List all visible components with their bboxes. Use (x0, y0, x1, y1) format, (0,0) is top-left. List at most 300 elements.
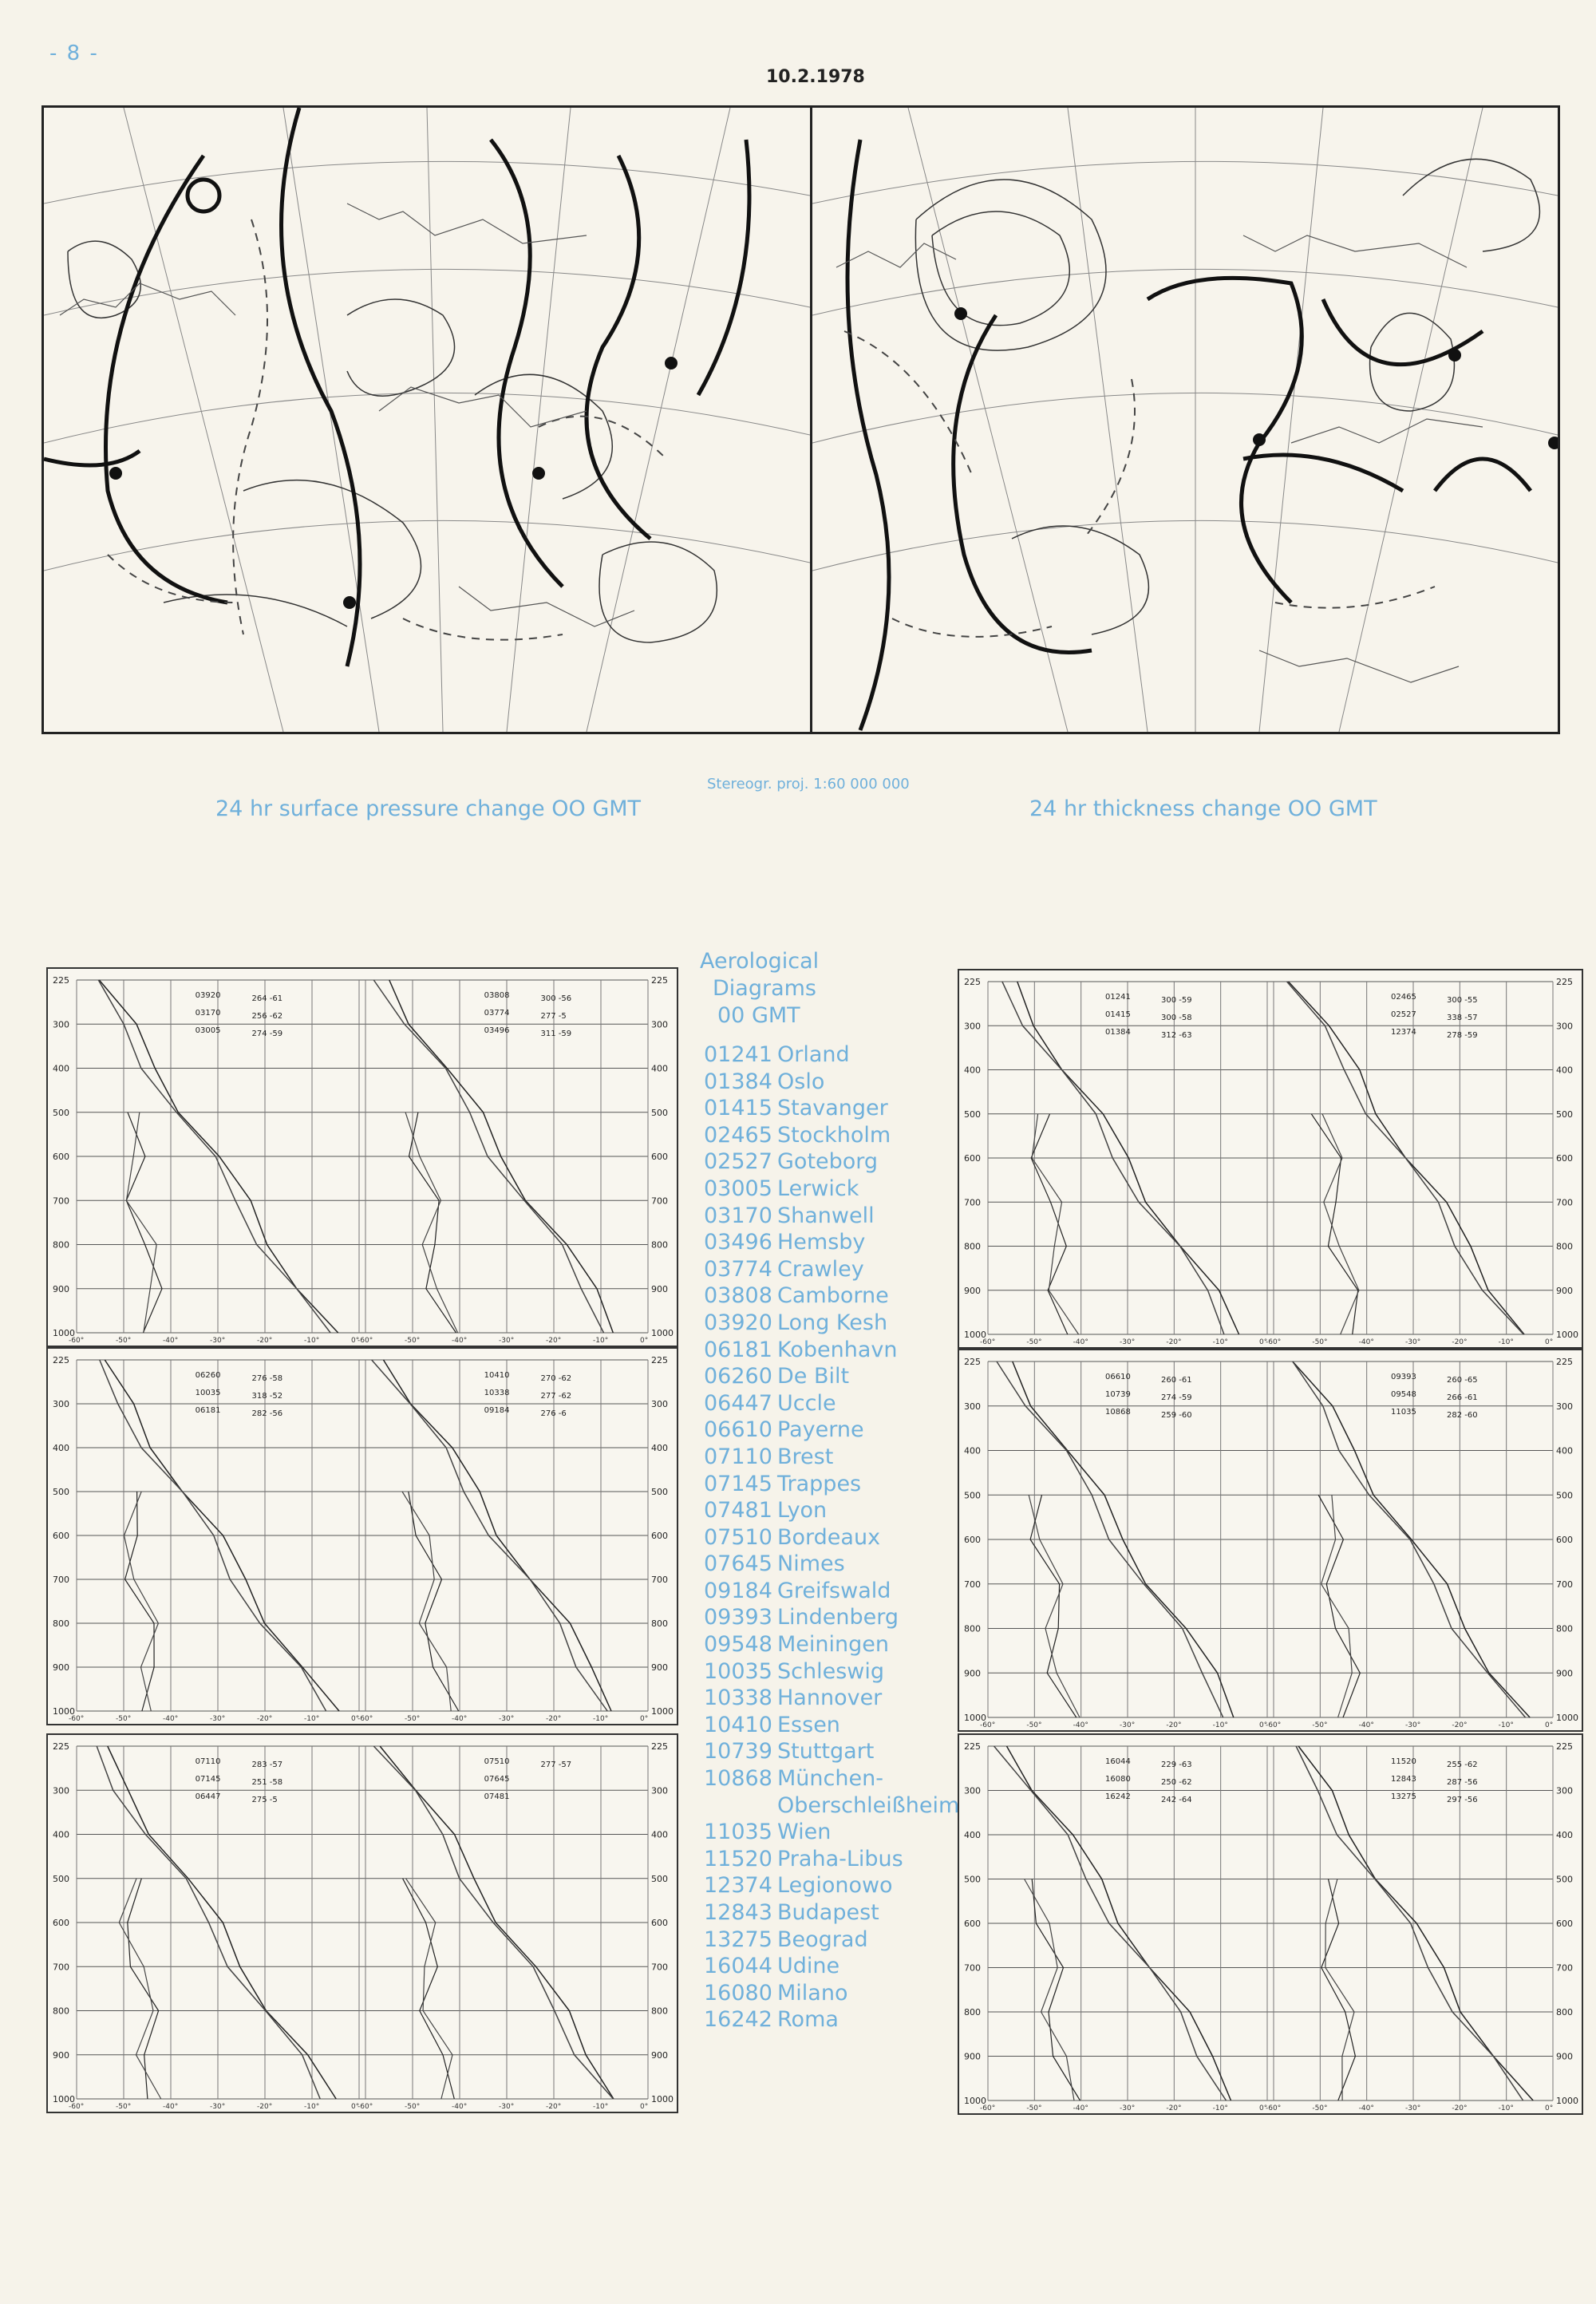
pressure-label: 400 (53, 1829, 69, 1840)
temperature-label: -50° (1026, 2104, 1042, 2112)
diagram-station-code: 12843 (1391, 1775, 1416, 1784)
pressure-label: 300 (53, 1019, 69, 1030)
pressure-label: 800 (1556, 2007, 1573, 2017)
station-id: 07481 (704, 1498, 772, 1523)
right-map-caption: 24 hr thickness change OO GMT (1029, 796, 1377, 821)
temperature-label: -20° (546, 1337, 562, 1345)
temperature-label: -60° (358, 2103, 373, 2111)
temperature-label: -10° (1498, 2104, 1514, 2112)
pressure-label: 300 (651, 1019, 668, 1030)
station-list (704, 1042, 959, 2034)
pressure-label: 500 (1556, 1490, 1573, 1501)
surface-pressure-change-map (41, 105, 812, 734)
station-list-item (704, 1123, 959, 1150)
temperature-label: -60° (980, 1338, 996, 1346)
station-name: Camborne (777, 1283, 889, 1309)
pressure-label: 700 (964, 1962, 981, 1974)
temperature-label: -50° (116, 2103, 132, 2111)
temperature-label: 0° (351, 2103, 360, 2111)
pressure-label: 500 (651, 1107, 668, 1118)
diagram-station-code: 06181 (195, 1406, 221, 1415)
pressure-label: 800 (964, 1241, 981, 1252)
dewpoint-sounding-curve (124, 1492, 159, 1711)
pressure-label: 700 (53, 1195, 69, 1207)
station-name: De Bilt (777, 1364, 850, 1389)
pressure-label: 600 (1556, 1919, 1573, 1929)
pressure-label: 800 (1556, 1241, 1573, 1252)
temperature-label: -10° (1212, 1721, 1228, 1729)
station-list-item (704, 1659, 959, 1686)
station-id: 10868 (704, 1766, 772, 1792)
station-list-item (704, 1310, 959, 1338)
diagram-station-code: 06447 (195, 1792, 221, 1801)
station-id: 11520 (704, 1846, 772, 1871)
station-name: Bordeaux (777, 1524, 881, 1550)
dewpoint-sounding-curve (125, 1492, 155, 1711)
dewpoint-sounding-curve (1032, 1879, 1080, 2101)
station-list-item (704, 1632, 959, 1659)
pressure-label: 500 (964, 1490, 981, 1501)
dewpoint-sounding-curve (1321, 1879, 1356, 2101)
pressure-label: 800 (53, 2006, 69, 2017)
aerological-title-line1: Aerological (700, 949, 820, 974)
station-id: 02465 (704, 1122, 772, 1148)
station-name: Crawley (777, 1256, 864, 1282)
temperature-label: 0° (1259, 2104, 1268, 2112)
diagram-station-code: 09548 (1391, 1390, 1416, 1399)
station-name: Brest (777, 1444, 834, 1469)
temperature-label: -20° (546, 2103, 562, 2111)
diagram-station-values: 274 -59 (251, 1029, 283, 1038)
map-projection-note: Stereogr. proj. 1:60 000 000 (707, 776, 910, 792)
station-name: Stockholm (777, 1122, 891, 1148)
station-name: Beograd (777, 1927, 868, 1952)
thickness-map-graphic (812, 108, 1558, 732)
aerological-title-line3: 00 GMT (717, 1003, 800, 1028)
station-list-item (704, 1230, 959, 1257)
diagram-station-values: 277 -57 (540, 1761, 572, 1769)
pressure-label: 400 (651, 1063, 668, 1074)
pressure-label: 400 (53, 1443, 69, 1453)
station-name: Kobenhavn (777, 1337, 898, 1362)
station-id: 03920 (704, 1310, 772, 1335)
station-id: 09548 (704, 1632, 772, 1658)
station-id: 11035 (704, 1820, 772, 1845)
station-id: 07645 (704, 1551, 772, 1577)
diagram-station-values: 338 -57 (1447, 1014, 1478, 1022)
diagram-station-values: 251 -58 (251, 1778, 283, 1787)
temperature-label: -50° (1026, 1338, 1042, 1346)
pressure-label: 700 (1556, 1962, 1573, 1974)
temperature-label: -30° (499, 2103, 515, 2111)
dewpoint-sounding-curve (126, 1112, 162, 1333)
temperature-label: -50° (116, 1715, 132, 1723)
station-name: Lindenberg (777, 1605, 899, 1630)
diagram-station-code: 10739 (1105, 1390, 1131, 1399)
pressure-label: 700 (651, 1962, 668, 1973)
diagram-station-values: 300 -58 (1161, 1014, 1192, 1022)
pressure-label: 400 (1556, 1830, 1573, 1840)
pressure-label: 900 (1556, 1668, 1573, 1679)
temperature-label: -30° (210, 2103, 226, 2111)
diagram-station-values: 274 -59 (1161, 1393, 1192, 1402)
temperature-label: -50° (405, 2103, 421, 2111)
pressure-label: 1000 (53, 1328, 75, 1338)
pressure-label: 500 (651, 1487, 668, 1497)
pressure-label: 300 (964, 1401, 981, 1412)
pressure-label: 300 (964, 1785, 981, 1796)
pressure-label: 700 (1556, 1197, 1573, 1208)
station-list-item (704, 1149, 959, 1176)
pressure-label: 600 (53, 1152, 69, 1162)
station-id: 10035 (704, 1658, 772, 1684)
aerological-title (700, 948, 819, 1029)
pressure-label: 600 (1556, 1153, 1573, 1164)
diagram-station-code: 06260 (195, 1371, 221, 1380)
station-list-item (704, 1820, 959, 1847)
aerological-title-line2: Diagrams (713, 976, 816, 1001)
temperature-label: -60° (69, 2103, 85, 2111)
pressure-label: 500 (1556, 1874, 1573, 1885)
station-id: 09184 (704, 1578, 772, 1603)
temperature-label: -40° (163, 1715, 179, 1723)
temperature-label: -10° (1498, 1338, 1514, 1346)
temperature-label: -30° (1120, 1338, 1136, 1346)
temperature-label: 0° (640, 1715, 649, 1723)
diagram-station-values: 275 -5 (251, 1796, 278, 1804)
diagram-station-values: 229 -63 (1161, 1761, 1192, 1769)
diagram-station-code: 10035 (195, 1389, 221, 1397)
diagram-station-code: 07110 (195, 1757, 221, 1766)
station-id: 10410 (704, 1712, 772, 1737)
pressure-label: 1000 (964, 1330, 986, 1340)
pressure-label: 1000 (651, 2094, 674, 2104)
aerological-diagram-graphic (959, 970, 1582, 1347)
pressure-label: 400 (53, 1063, 69, 1074)
diagram-station-code: 07145 (195, 1775, 221, 1784)
temperature-label: -20° (1166, 2104, 1182, 2112)
station-id: 13275 (704, 1927, 772, 1952)
temperature-label: -20° (1452, 1721, 1468, 1729)
temperature-label: 0° (640, 1337, 649, 1345)
pressure-label: 1000 (651, 1706, 674, 1717)
station-list-item (704, 1981, 959, 2008)
station-id: 16044 (704, 1954, 772, 1979)
pressure-label: 900 (651, 1662, 668, 1673)
pressure-label: 700 (53, 1962, 69, 1973)
temperature-label: -60° (358, 1337, 373, 1345)
station-name: Uccle (777, 1390, 836, 1416)
station-id: 16242 (704, 2007, 772, 2033)
diagram-station-code: 07645 (484, 1775, 510, 1784)
temperature-label: -40° (1073, 1338, 1088, 1346)
temperature-label: -30° (1405, 2104, 1421, 2112)
pressure-label: 225 (1556, 1357, 1573, 1367)
pressure-label: 900 (651, 1283, 668, 1294)
pressure-label: 700 (651, 1575, 668, 1585)
temperature-label: -30° (210, 1715, 226, 1723)
pressure-label: 800 (964, 2007, 981, 2017)
station-id: 07110 (704, 1444, 772, 1469)
station-name: Orland (777, 1042, 850, 1067)
dewpoint-sounding-curve (409, 1492, 459, 1711)
station-id: 09393 (704, 1605, 772, 1630)
pressure-label: 500 (1556, 1109, 1573, 1120)
temperature-label: 0° (1545, 1338, 1554, 1346)
diagram-station-values: 283 -57 (251, 1761, 283, 1769)
aerological-diagram-left-bottom (46, 1733, 678, 2113)
station-id: 03170 (704, 1203, 772, 1228)
page-number: - 8 - (49, 41, 99, 65)
station-list-item (704, 1417, 959, 1444)
station-name: Roma (777, 2007, 839, 2033)
pressure-label: 900 (53, 2049, 69, 2061)
station-list-item (704, 1364, 959, 1391)
diagram-station-values: 277 -62 (540, 1392, 572, 1401)
temperature-label: -30° (499, 1337, 515, 1345)
dewpoint-sounding-curve (1322, 1114, 1359, 1334)
temperature-label: -50° (1312, 2104, 1328, 2112)
station-list-item (704, 1847, 959, 1874)
pressure-label: 1000 (964, 1713, 986, 1723)
station-list-item (704, 1203, 959, 1231)
diagram-station-values: 312 -63 (1161, 1031, 1192, 1040)
diagram-station-code: 01415 (1105, 1010, 1131, 1019)
station-name: Meiningen (777, 1632, 889, 1658)
diagram-station-values: 260 -61 (1161, 1376, 1192, 1385)
station-id: 07510 (704, 1524, 772, 1550)
station-list-item (704, 1793, 959, 1820)
station-list-item (704, 1257, 959, 1284)
pressure-label: 700 (964, 1579, 981, 1590)
temperature-label: -60° (69, 1337, 85, 1345)
pressure-label: 800 (651, 1239, 668, 1251)
pressure-label: 500 (964, 1109, 981, 1120)
aerological-diagram-left-top (46, 967, 678, 1347)
temperature-label: -50° (1312, 1338, 1328, 1346)
pressure-label: 300 (964, 1021, 981, 1032)
pressure-label: 600 (53, 1918, 69, 1928)
pressure-label: 300 (53, 1399, 69, 1409)
temperature-label: -40° (1358, 1721, 1374, 1729)
pressure-label: 225 (1556, 1741, 1573, 1752)
pressure-label: 900 (651, 2049, 668, 2061)
pressure-label: 800 (53, 1239, 69, 1251)
station-name: Hemsby (777, 1230, 866, 1255)
pressure-label: 600 (964, 1919, 981, 1929)
diagram-station-values: 266 -61 (1447, 1393, 1478, 1402)
station-id: 06610 (704, 1417, 772, 1443)
temperature-label: -60° (1266, 1721, 1282, 1729)
diagram-station-values: 276 -6 (540, 1409, 567, 1418)
diagram-station-values: 264 -61 (251, 994, 283, 1003)
station-id (704, 1793, 777, 1820)
temperature-label: -40° (1073, 1721, 1088, 1729)
dewpoint-sounding-curve (126, 1112, 156, 1333)
dewpoint-sounding-curve (405, 1112, 457, 1333)
diagram-station-code: 10410 (484, 1371, 510, 1380)
temperature-label: -60° (980, 2104, 996, 2112)
diagram-station-code: 09184 (484, 1406, 510, 1415)
pressure-label: 400 (1556, 1445, 1573, 1456)
temperature-label: -30° (1120, 2104, 1136, 2112)
station-id: 03496 (704, 1230, 772, 1255)
diagram-station-code: 11520 (1391, 1757, 1416, 1766)
station-list-item (704, 1873, 959, 1900)
temperature-label: -10° (1498, 1721, 1514, 1729)
station-id: 03774 (704, 1256, 772, 1282)
dewpoint-sounding-curve (128, 1879, 159, 2099)
dewpoint-sounding-curve (1311, 1114, 1357, 1334)
station-name: Hannover (777, 1686, 883, 1711)
temperature-label: -60° (1266, 2104, 1282, 2112)
station-name: Legionowo (777, 1873, 893, 1899)
temperature-label: -50° (1026, 1721, 1042, 1729)
temperature-label: -30° (499, 1715, 515, 1723)
temperature-label: -40° (1358, 1338, 1374, 1346)
pressure-label: 400 (1556, 1065, 1573, 1076)
station-list-item (704, 1900, 959, 1927)
temperature-label: -50° (405, 1337, 421, 1345)
temperature-label: 0° (1259, 1338, 1268, 1346)
pressure-label: 400 (651, 1443, 668, 1453)
station-name: Udine (777, 1954, 840, 1979)
pressure-label: 500 (651, 1873, 668, 1884)
station-name: Essen (777, 1712, 840, 1737)
station-list-item (704, 1391, 959, 1418)
pressure-label: 225 (651, 1355, 668, 1365)
station-id: 01241 (704, 1042, 772, 1067)
left-map-caption: 24 hr surface pressure change OO GMT (215, 796, 642, 821)
aerological-diagram-right-middle (958, 1349, 1583, 1732)
temperature-label: -10° (1212, 1338, 1228, 1346)
station-list-item (704, 1605, 959, 1632)
diagram-station-values: 260 -65 (1447, 1376, 1478, 1385)
diagram-station-values: 255 -62 (1447, 1761, 1478, 1769)
temperature-label: -20° (1452, 1338, 1468, 1346)
temperature-label: 0° (351, 1715, 360, 1723)
station-list-item (704, 1069, 959, 1097)
pressure-label: 700 (964, 1197, 981, 1208)
station-name: Trappes (777, 1471, 862, 1496)
pressure-label: 900 (53, 1662, 69, 1673)
diagram-station-code: 03920 (195, 991, 221, 1000)
station-id: 02527 (704, 1149, 772, 1175)
diagram-station-values: 318 -52 (251, 1392, 283, 1401)
diagram-station-values: 242 -64 (1161, 1796, 1192, 1804)
aerological-diagram-right-top (958, 969, 1583, 1349)
aerological-diagram-graphic (959, 1350, 1582, 1730)
temperature-label: -10° (304, 2103, 320, 2111)
pressure-label: 400 (964, 1830, 981, 1840)
temperature-label: -10° (593, 2103, 609, 2111)
temperature-label: -40° (163, 1337, 179, 1345)
temperature-label: -20° (257, 1715, 273, 1723)
dewpoint-sounding-curve (119, 1879, 161, 2099)
diagram-station-code: 09393 (1391, 1373, 1416, 1381)
pressure-label: 225 (53, 1741, 69, 1752)
pressure-label: 500 (53, 1107, 69, 1118)
station-id: 12374 (704, 1873, 772, 1899)
pressure-label: 700 (53, 1575, 69, 1585)
station-name: Oberschleißheim (777, 1792, 960, 1818)
station-name: Schleswig (777, 1658, 884, 1684)
pressure-label: 900 (1556, 1285, 1573, 1296)
diagram-station-code: 10868 (1105, 1408, 1131, 1417)
station-list-item (704, 1498, 959, 1525)
station-name: Lerwick (777, 1176, 859, 1201)
pressure-label: 225 (964, 977, 981, 987)
diagram-station-values: 300 -59 (1161, 996, 1192, 1005)
diagram-station-values: 300 -55 (1447, 996, 1478, 1005)
pressure-label: 600 (964, 1535, 981, 1545)
pressure-label: 225 (651, 975, 668, 986)
temperature-label: -10° (593, 1715, 609, 1723)
station-name: Lyon (777, 1498, 828, 1523)
station-id: 16080 (704, 1980, 772, 2006)
pressure-label: 1000 (651, 1328, 674, 1338)
temperature-label: -40° (452, 2103, 468, 2111)
pressure-label: 1000 (53, 1706, 75, 1717)
diagram-station-code: 07481 (484, 1792, 510, 1801)
temperature-label: -40° (163, 2103, 179, 2111)
pressure-label: 225 (964, 1357, 981, 1367)
station-list-item (704, 1338, 959, 1365)
temperature-label: -30° (1405, 1721, 1421, 1729)
temperature-label: -10° (304, 1337, 320, 1345)
temperature-label: -60° (69, 1715, 85, 1723)
pressure-label: 400 (651, 1829, 668, 1840)
station-list-item (704, 1096, 959, 1123)
diagram-station-code: 03170 (195, 1009, 221, 1018)
station-id: 06181 (704, 1337, 772, 1362)
station-id: 10739 (704, 1739, 772, 1765)
dewpoint-sounding-curve (1321, 1495, 1353, 1717)
diagram-station-code: 11035 (1391, 1408, 1416, 1417)
temperature-label: -30° (1405, 1338, 1421, 1346)
pressure-label: 500 (53, 1487, 69, 1497)
temperature-label: -60° (1266, 1338, 1282, 1346)
pressure-label: 1000 (1556, 2096, 1578, 2106)
aerological-diagram-right-bottom (958, 1733, 1583, 2115)
station-id: 01415 (704, 1096, 772, 1121)
pressure-label: 1000 (1556, 1713, 1578, 1723)
station-id: 12843 (704, 1900, 772, 1925)
diagram-station-code: 02465 (1391, 993, 1416, 1002)
dewpoint-sounding-curve (402, 1492, 451, 1711)
station-list-item (704, 1042, 959, 1069)
diagram-station-values: 282 -60 (1447, 1411, 1478, 1420)
temperature-label: 0° (640, 2103, 649, 2111)
temperature-label: -20° (1166, 1721, 1182, 1729)
station-name: Nimes (777, 1551, 845, 1577)
pressure-label: 1000 (1556, 1330, 1578, 1340)
temperature-label: -10° (1212, 2104, 1228, 2112)
station-list-item (704, 1472, 959, 1499)
pressure-label: 900 (1556, 2051, 1573, 2062)
temperature-label: 0° (1259, 1721, 1268, 1729)
pressure-label: 300 (651, 1399, 668, 1409)
aerological-diagram-graphic (48, 1735, 677, 2112)
temperature-label: -20° (257, 2103, 273, 2111)
pressure-label: 225 (651, 1741, 668, 1752)
station-list-item (704, 1176, 959, 1203)
pressure-label: 500 (964, 1874, 981, 1885)
station-list-item (704, 1551, 959, 1579)
pressure-label: 800 (964, 1623, 981, 1634)
station-name: Oslo (777, 1069, 825, 1094)
station-name: Praha-Libus (777, 1846, 903, 1871)
